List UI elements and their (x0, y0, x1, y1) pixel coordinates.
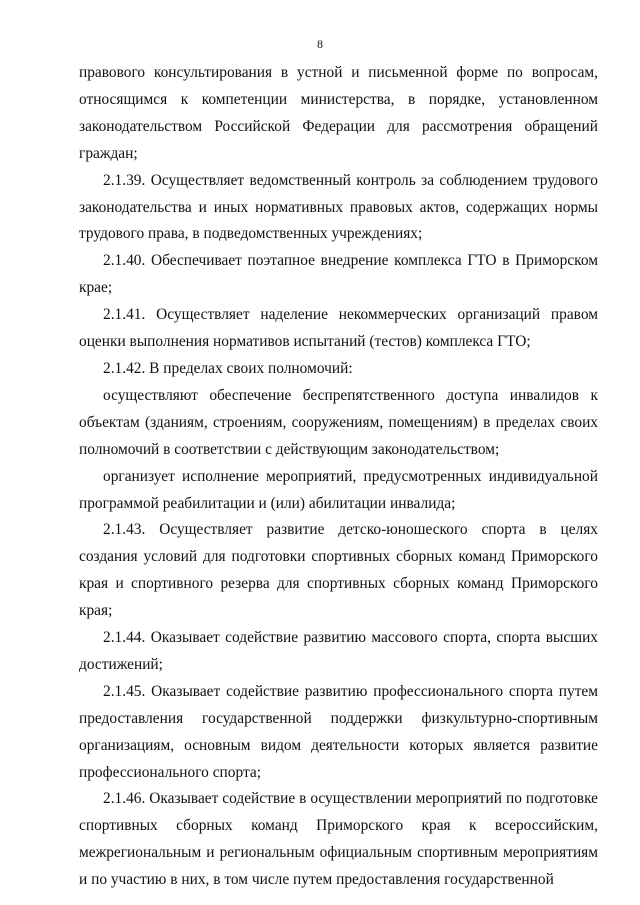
document-body (79, 60, 598, 894)
paragraph-2-1-39: 2.1.39. Осуществляет ведомственный контроль за соблюдением трудового законодательства и иных нормативных правовых актов, содержащих нормы трудового права, в подведомственных учреждениях; (79, 171, 598, 243)
paragraph-2-1-43: 2.1.43. Осуществляет развитие детско-юношеского спорта в целях создания условий для подготовки спортивных сборных команд Приморского края и спортивного резерва для спортивных сборных команд Приморского края; (79, 521, 598, 620)
paragraph-2-1-44: 2.1.44. Оказывает содействие развитию массового спорта, спорта высших достижений; (79, 629, 598, 673)
paragraph-2-1-42: 2.1.42. В пределах своих полномочий: (103, 359, 353, 377)
paragraph-2-1-42-item-1: осуществляют обеспечение беспрепятственного доступа инвалидов к объектам (зданиям, строениям, сооружениям, помещениям) в пределах своих полномочий в соответствии с действующим законодательством; (79, 386, 598, 458)
paragraph-2-1-45: 2.1.45. Оказывает содействие развитию профессионального спорта путем предоставления государственной поддержки физкультурно-спортивным организациям, основным видом деятельности которых является развитие профессионального спорта; (79, 682, 598, 781)
paragraph-2-1-40: 2.1.40. Обеспечивает поэтапное внедрение комплекса ГТО в Приморском крае; (79, 252, 598, 297)
page-number: 8 (317, 37, 323, 51)
paragraph-2-1-42-item-2: организует исполнение мероприятий, предусмотренных индивидуальной программой реабилитации и (или) абилитации инвалида; (79, 467, 598, 512)
paragraph-2-1-46: 2.1.46. Оказывает содействие в осуществлении мероприятий по подготовке спортивных сборных команд Приморского края к всероссийским, межрегиональным и региональным официальным спортивным мероприятиям и по участию в них, в том числе путем предоставления государственной (79, 790, 598, 889)
paragraph-continuation: правового консультирования в устной и письменной форме по вопросам, относящимся к компетенции министерства, в порядке, установленном законодательством Российской Федерации для рассмотрения обращений граждан; (79, 64, 598, 162)
paragraph-2-1-41: 2.1.41. Осуществляет наделение некоммерческих организаций правом оценки выполнения нормативов испытаний (тестов) комплекса ГТО; (79, 306, 598, 351)
